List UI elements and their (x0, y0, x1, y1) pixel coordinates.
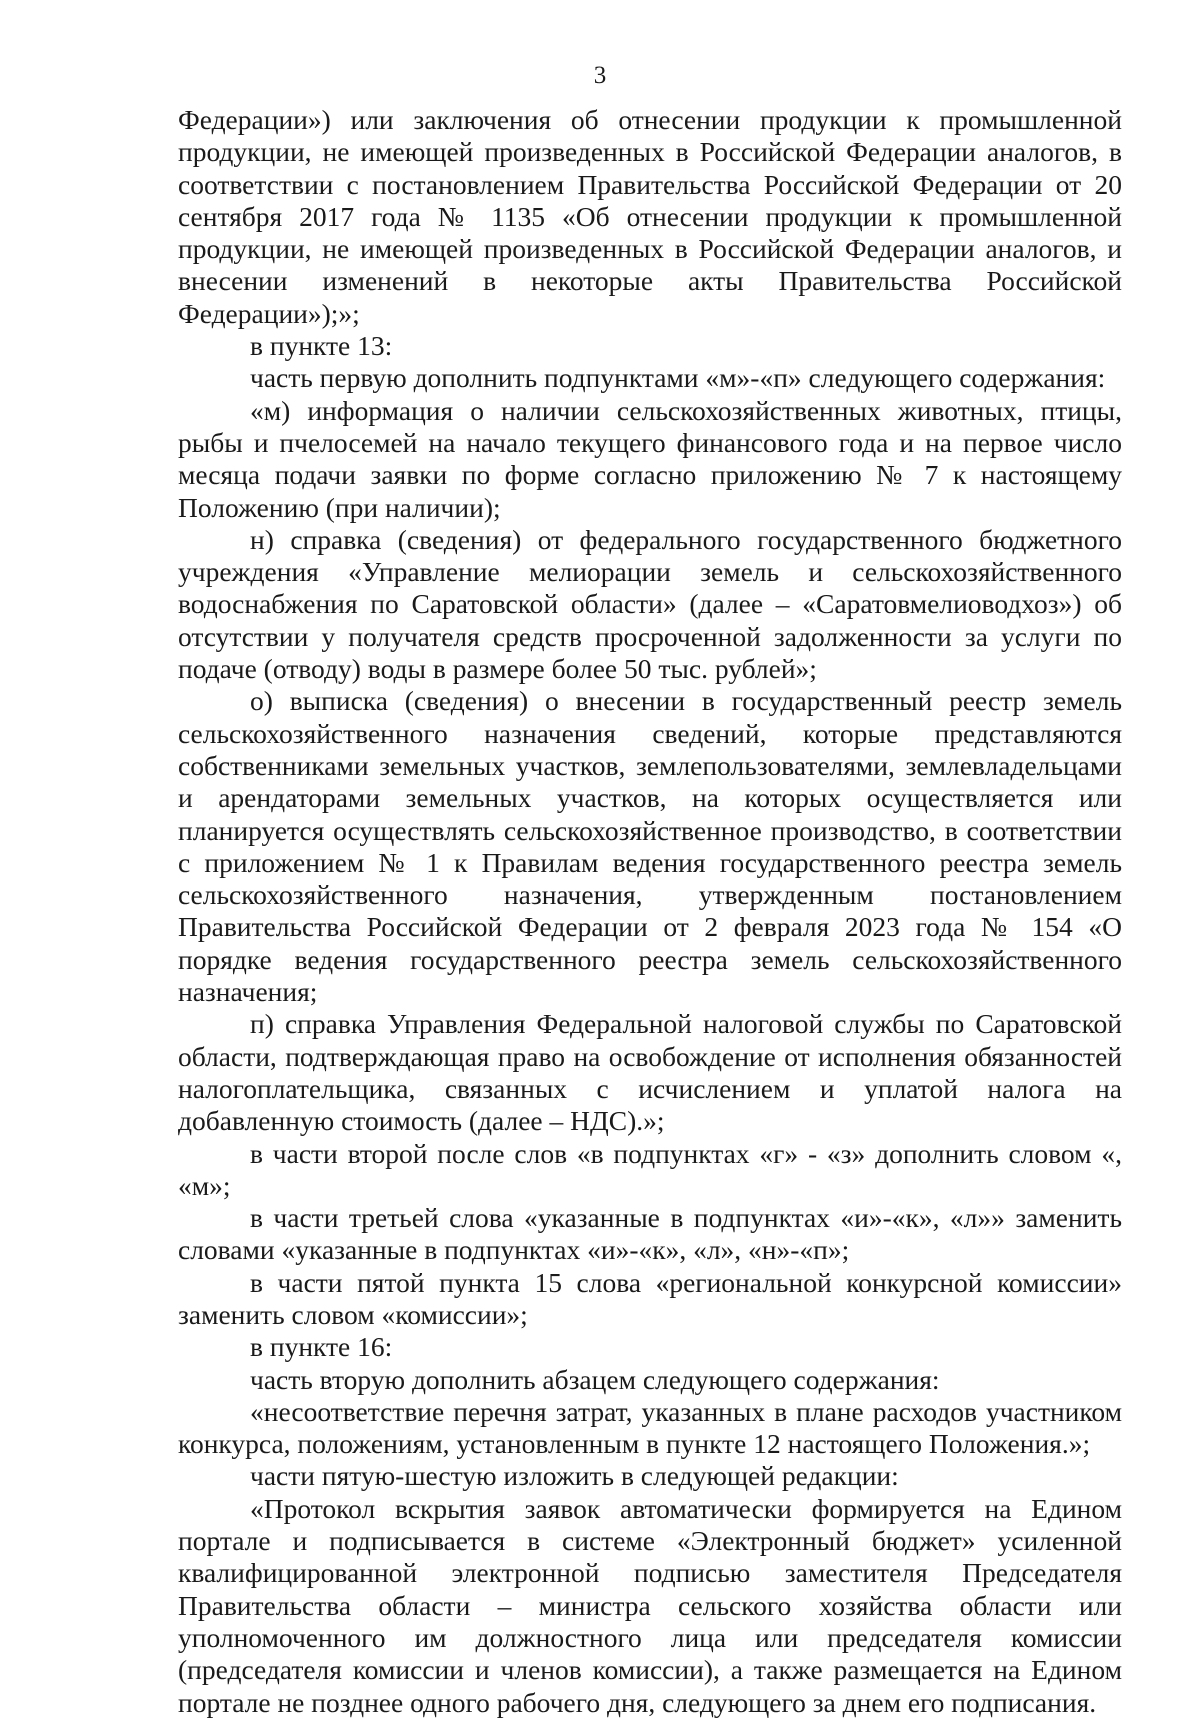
paragraph-subpoint-n: н) справка (сведения) от федерального государственного бюджетного учреждения «Управление мелиорации земель и сельскохозяйственного водоснабжения по Саратовской области» (далее – «Саратовмелиоводхоз») об отсутствии у получателя средств просроченной задолженности за услуги по подаче (отводу) воды в размере более 50 тыс. рублей»; (178, 523, 1122, 685)
paragraph-subpoint-m: «м) информация о наличии сельскохозяйственных животных, птицы, рыбы и пчелосемей на начало текущего финансового года и на первое число месяца подачи заявки по форме согласно приложению № 7 к настоящему Положению (при наличии); (178, 394, 1122, 523)
paragraph-part-three-amend: в части третьей слова «указанные в подпунктах «и»-«к», «л»» заменить словами «указанные в подпунктах «и»-«к», «л», «н»-«п»; (178, 1202, 1122, 1266)
document-body (178, 104, 1122, 1719)
page-number: 3 (593, 62, 607, 89)
paragraph-part-two-amend: в части второй после слов «в подпунктах «г» - «з» дополнить словом «, «м»; (178, 1137, 1122, 1201)
paragraph-subpoint-o: о) выписка (сведения) о внесении в государственный реестр земель сельскохозяйственного назначения сведений, которые представляются собственниками земельных участков, землепользователями, землевладельцами и арендаторами земельных участков, на которых осуществляется или планируется осуществлять сельскохозяйственное производство, в соответствии с приложением № 1 к Правилам ведения государственного реестра земель сельскохозяйственного назначения, утвержденным постановлением Правительства Российской Федерации от 2 февраля 2023 года № 154 «О порядке ведения государственного реестра земель сельскохозяйственного назначения; (178, 685, 1122, 1008)
paragraph-mismatch: «несоответствие перечня затрат, указанных в плане расходов участником конкурса, положениям, установленным в пункте 12 настоящего Положения.»; (178, 1395, 1122, 1460)
paragraph-protocol: «Протокол вскрытия заявок автоматически формируется на Едином портале и подписывается в системе «Электронный бюджет» усиленной квалифицированной электронной подписью заместителя Председателя Правительства области – министра сельского хозяйства области или уполномоченного им должностного лица или председателя комиссии (председателя комиссии и членов комиссии), а также размещается на Едином портале не позднее одного рабочего дня, следующего за днем его подписания. (178, 1492, 1122, 1718)
paragraph-point-16: в пункте 16: (250, 1331, 393, 1363)
paragraph-part-five-point-15: в части пятой пункта 15 слова «региональной конкурсной комиссии» заменить словом «комиссии»; (178, 1266, 1122, 1330)
paragraph-part-two-add: часть вторую дополнить абзацем следующего содержания: (250, 1363, 940, 1395)
paragraph-subpoint-p: п) справка Управления Федеральной налоговой службы по Саратовской области, подтверждающая право на освобождение от исполнения обязанностей налогоплательщика, связанных с исчислением и уплатой налога на добавленную стоимость (далее – НДС).»; (178, 1008, 1122, 1137)
paragraph-parts-five-six: части пятую-шестую изложить в следующей редакции: (250, 1460, 899, 1492)
paragraph-continuation: Федерации») или заключения об отнесении продукции к промышленной продукции, не имеющей произведенных в Российской Федерации аналогов, в соответствии с постановлением Правительства Российской Федерации от 20 сентября 2017 года № 1135 «Об отнесении продукции к промышленной продукции, не имеющей произведенных в Российской Федерации аналогов, и внесении изменений в некоторые акты Правительства Российской Федерации»);»; (178, 104, 1122, 329)
paragraph-point-13: в пункте 13: (250, 330, 393, 362)
paragraph-part-one-amend: часть первую дополнить подпунктами «м»-«п» следующего содержания: (250, 362, 1106, 394)
